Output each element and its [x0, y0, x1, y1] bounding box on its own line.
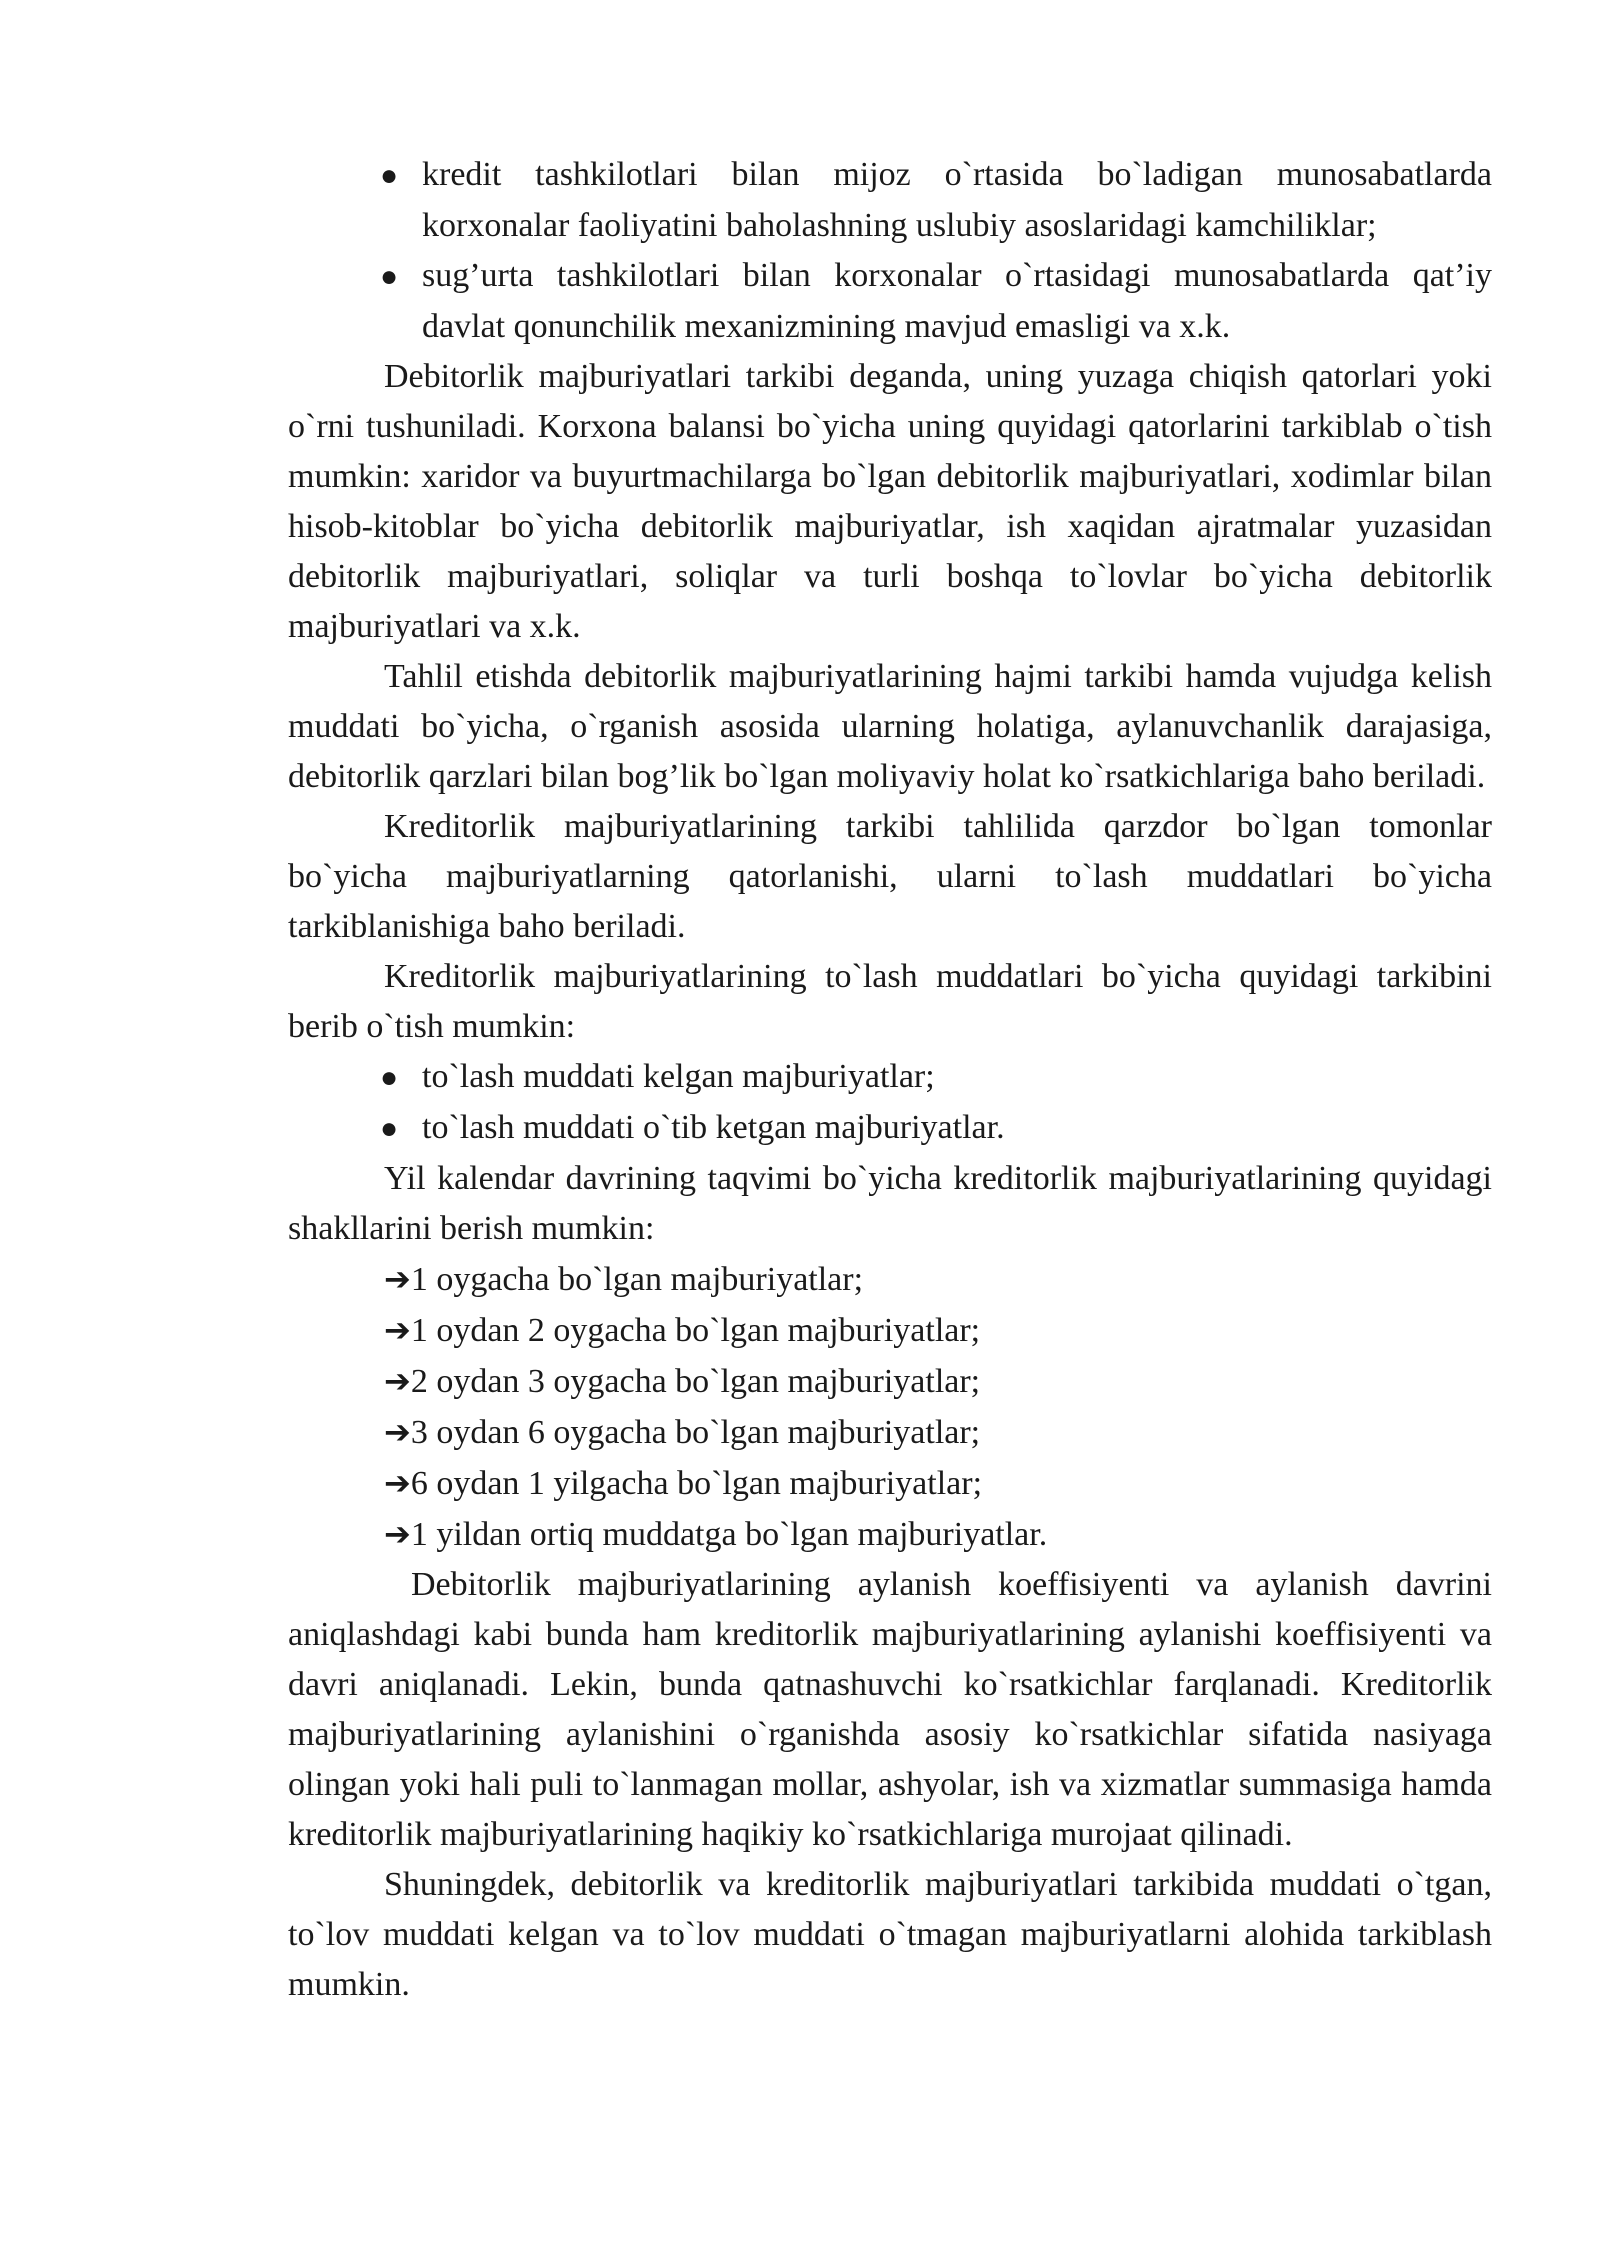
bullet-icon: ●	[380, 1112, 399, 1145]
list-item: ➔6 oydan 1 yilgacha bo`lgan majburiyatlar;	[384, 1464, 983, 1502]
list-item: ➔2 oydan 3 oygacha bo`lgan majburiyatlar;	[384, 1362, 981, 1400]
list-item: ➔1 yildan ortiq muddatga bo`lgan majburiyatlar.	[384, 1515, 1048, 1553]
arrow-right-icon: ➔	[384, 1515, 411, 1553]
paragraph-debitor-structure: Debitorlik majburiyatlari tarkibi deganda, uning yuzaga chiqish qatorlari yoki o`rni tushuniladi. Korxona balansi bo`yicha uning quyidagi qatorlarini tarkiblab o`tish mumkin: xaridor va buyurtmachilarga bo`lgan debitorlik majburiyatlari, xodimlar bilan hisob-kitoblar bo`yicha debitorlik majburiyatlar, ish xaqidan ajratmalar yuzasidan debitorlik majburiyatlari, soliqlar va turli boshqa to`lovlar bo`yicha debitorlik majburiyatlari va x.k.	[288, 358, 1492, 645]
bullet-icon: ●	[380, 159, 399, 192]
list-item: ● to`lash muddati o`tib ketgan majburiyatlar.	[288, 1103, 1492, 1154]
list-item: ● kredit tashkilotlari bilan mijoz o`rtasida bo`ladigan munosabatlarda korxonalar faoliyatini baholashning uslubiy asoslaridagi kamchiliklar;	[288, 150, 1492, 251]
list-item: ● to`lash muddati kelgan majburiyatlar;	[288, 1052, 1492, 1103]
list-item: ➔3 oydan 6 oygacha bo`lgan majburiyatlar;	[384, 1413, 981, 1451]
arrow-right-icon: ➔	[384, 1260, 411, 1298]
paragraph-calendar: Yil kalendar davrining taqvimi bo`yicha kreditorlik majburiyatlarining quyidagi shakllarini berish mumkin:	[288, 1160, 1492, 1247]
paragraph-kreditor-structure: Kreditorlik majburiyatlarining tarkibi tahlilida qarzdor bo`lgan tomonlar bo`yicha majburiyatlarning qatorlanishi, ularni to`lash muddatlari bo`yicha tarkiblanishiga baho beriladi.	[288, 808, 1492, 945]
paragraph-analysis: Tahlil etishda debitorlik majburiyatlarining hajmi tarkibi hamda vujudga kelish muddati bo`yicha, o`rganish asosida ularning holatiga, aylanuvchanlik darajasiga, debitorlik qarzlari bilan bog’lik bo`lgan moliyaviy holat ko`rsatkichlariga baho beriladi.	[288, 658, 1492, 795]
arrow-right-icon: ➔	[384, 1413, 411, 1451]
arrow-right-icon: ➔	[384, 1464, 411, 1502]
list-item: ➔1 oygacha bo`lgan majburiyatlar;	[384, 1260, 864, 1298]
paragraph-turnover: Debitorlik majburiyatlarining aylanish koeffisiyenti va aylanish davrini aniqlashdagi kabi bunda ham kreditorlik majburiyatlarining aylanishi koeffisiyenti va davri aniqlanadi. Lekin, bunda qatnashuvchi ko`rsatkichlar farqlanadi. Kreditorlik majburiyatlarining aylanishini o`rganishda asosiy ko`rsatkichlar sifatida nasiyaga olingan yoki hali puli to`lanmagan mollar, ashyolar, ish va xizmatlar summasiga hamda kreditorlik majburiyatlarining haqikiy ko`rsatkichlariga murojaat qilinadi.	[288, 1566, 1501, 1853]
arrow-right-icon: ➔	[384, 1311, 411, 1349]
bullet-icon: ●	[380, 260, 399, 293]
list-item: ● sug’urta tashkilotlari bilan korxonalar o`rtasidagi munosabatlarda qat’iy davlat qonunchilik mexanizmining mavjud emasligi va x.k.	[288, 251, 1492, 352]
bullet-icon: ●	[380, 1061, 399, 1094]
arrow-right-icon: ➔	[384, 1362, 411, 1400]
paragraph-conclusion: Shuningdek, debitorlik va kreditorlik majburiyatlari tarkibida muddati o`tgan, to`lov muddati kelgan va to`lov muddati o`tmagan majburiyatlarni alohida tarkiblash mumkin.	[288, 1866, 1492, 2003]
paragraph-payment-terms: Kreditorlik majburiyatlarining to`lash muddatlari bo`yicha quyidagi tarkibini berib o`tish mumkin:	[288, 958, 1492, 1045]
list-item: ➔1 oydan 2 oygacha bo`lgan majburiyatlar;	[384, 1311, 981, 1349]
document-page	[288, 150, 1501, 2010]
